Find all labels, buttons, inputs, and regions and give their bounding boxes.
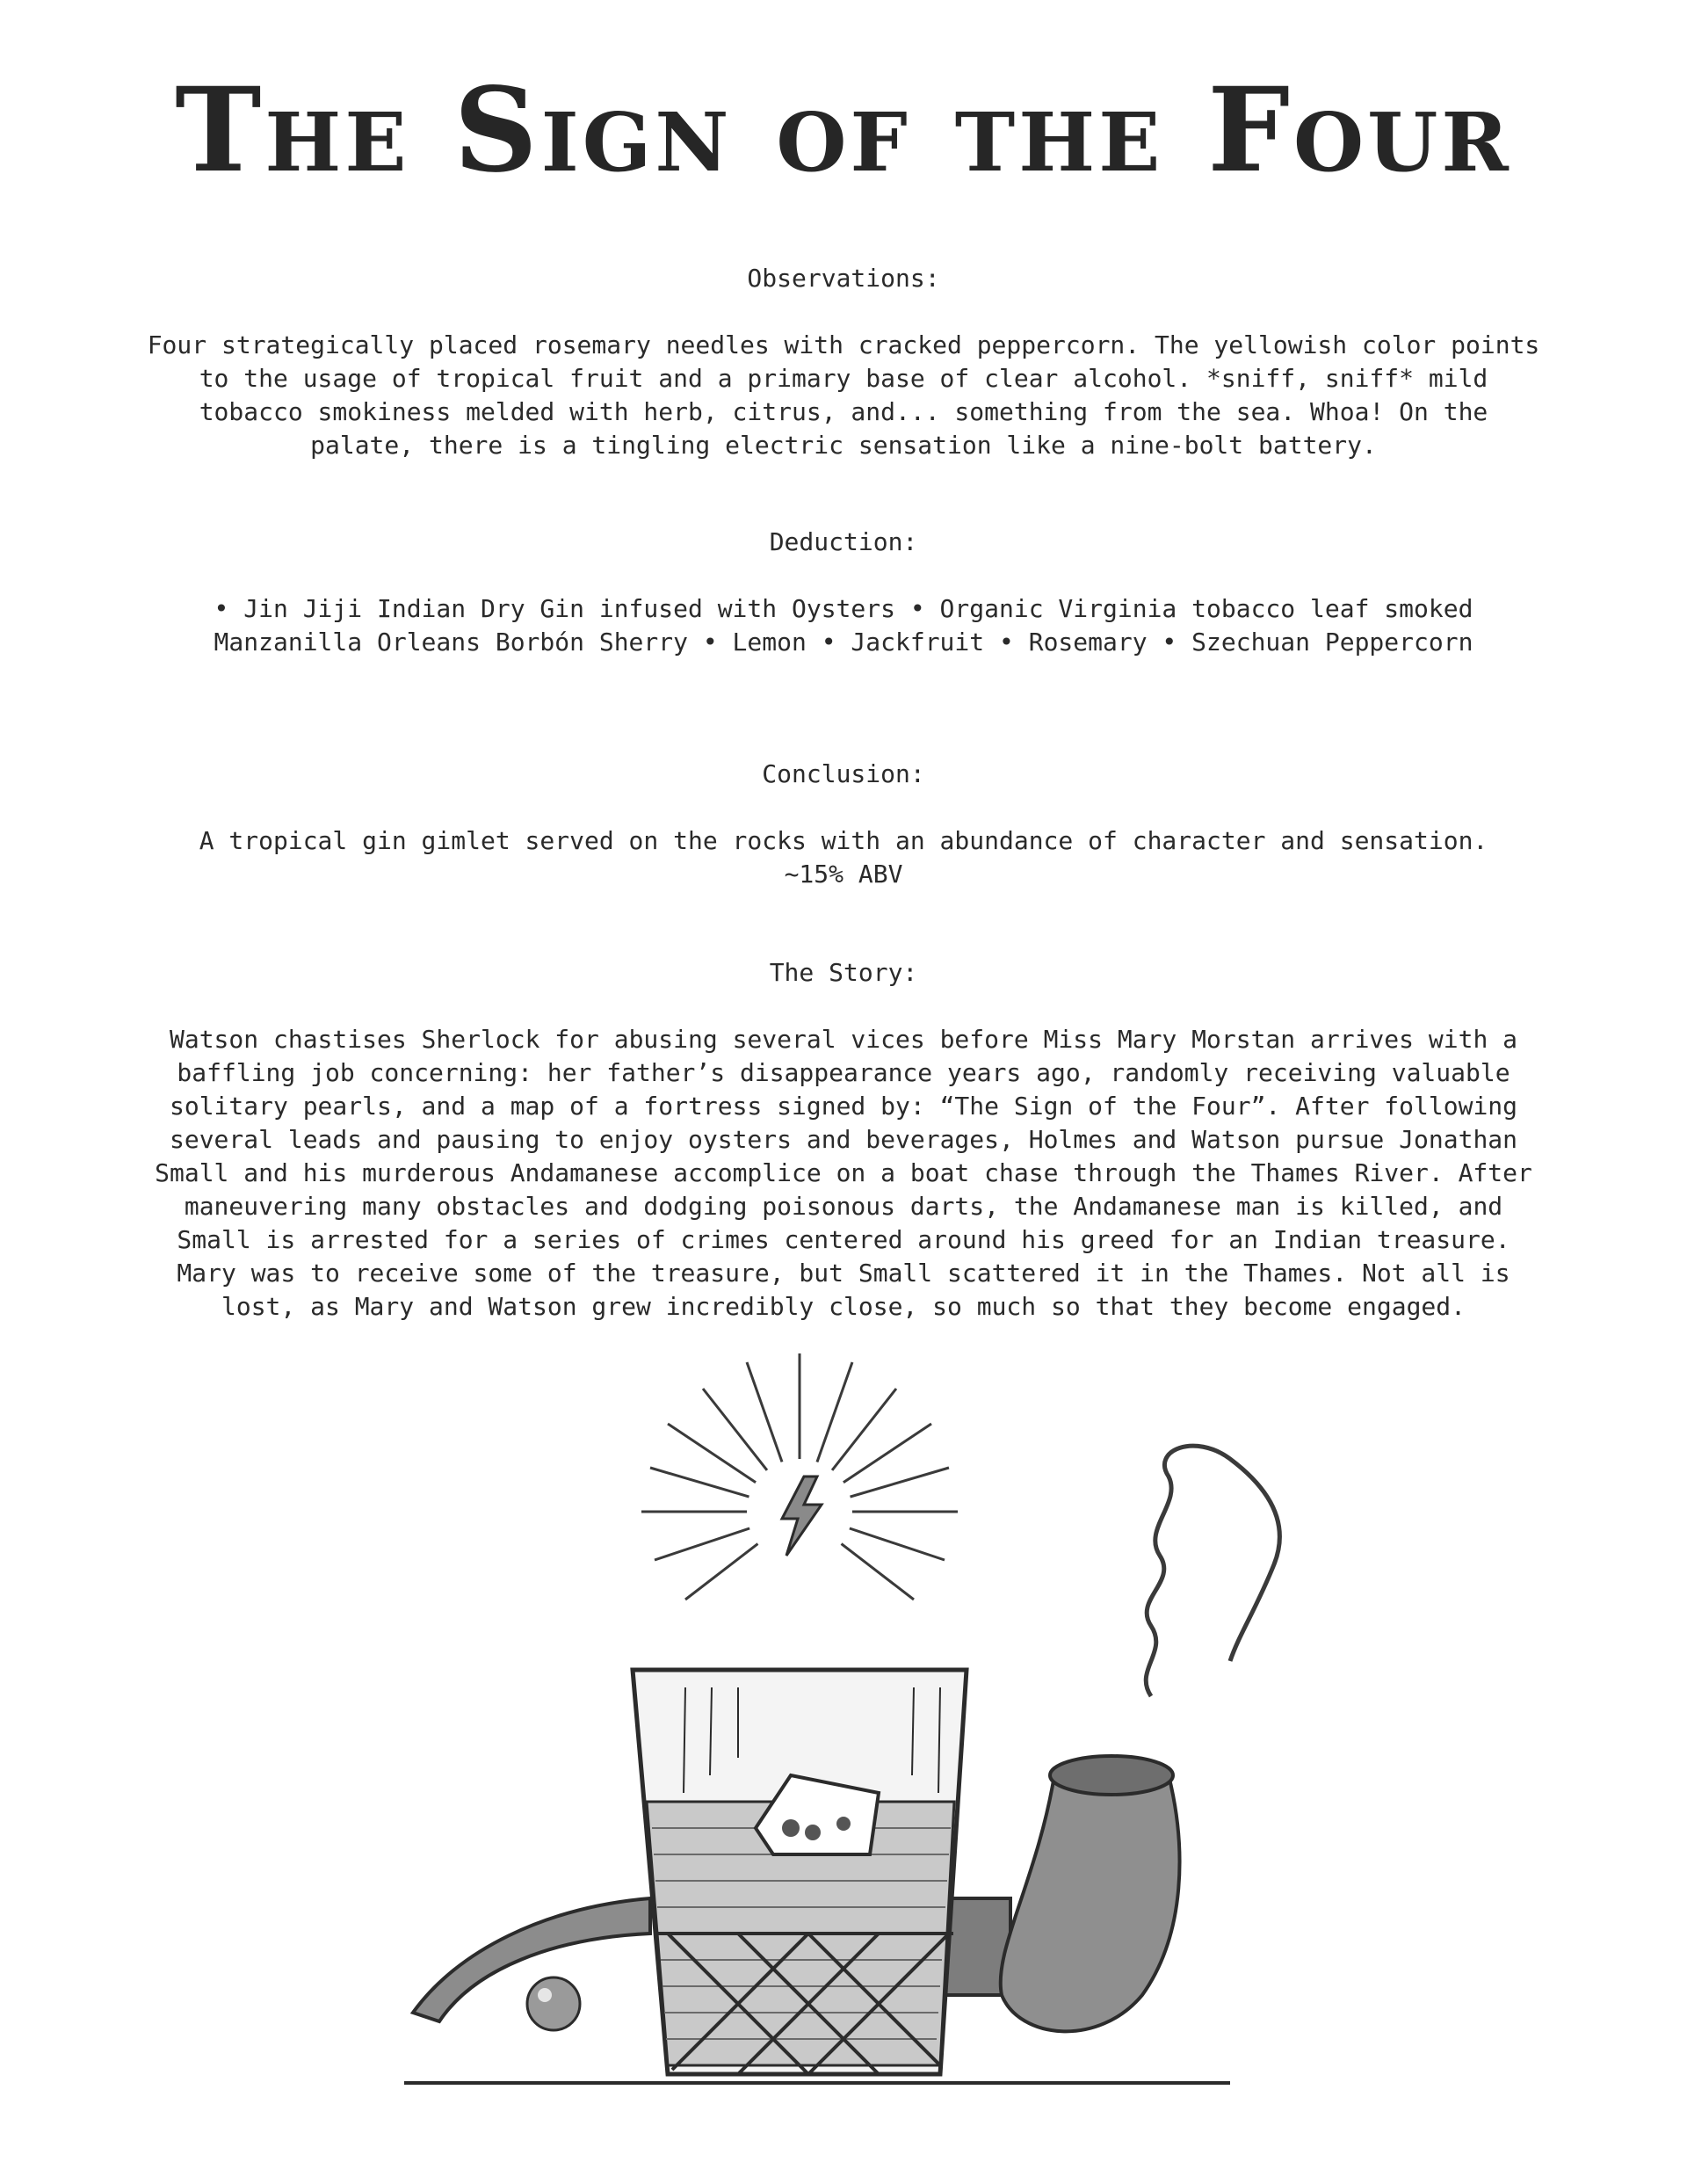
pipe-bowl-icon [1001, 1775, 1180, 2031]
deduction-section [0, 526, 1687, 659]
deduction-ingredients: • Jin Jiji Indian Dry Gin infused with Oysters • Organic Virginia tobacco leaf smoked Manzanilla Orleans Borbón Sherry • Lemon • Jackfruit • Rosemary • Szechuan Peppercorn [214, 594, 1473, 657]
observations-section [0, 262, 1687, 462]
cocktail-glass-pipe-illustration [0, 1318, 1687, 2109]
pearl-icon [527, 1977, 580, 2030]
story-text: Watson chastises Sherlock for abusing several vices before Miss Mary Morstan arrives with a baffling job concerning: her father’s disappearance years ago, randomly receiving valuable solitary pearls, and a map of a fortress signed by: “The Sign of the Four”. After following several leads and pausing to enjoy oysters and beverages, Holmes and Watson pursue Jonathan Small and his murderous Andamanese accomplice on a boat chase through the Thames River. After maneuvering many obstacles and dodging poisonous darts, the Andamanese man is killed, and Small is arrested for a series of crimes centered around his greed for an Indian treasure. Mary was to receive some of the treasure, but Small scattered it in the Thames. Not all is lost, as Mary and Watson grew incredibly close, so much so that they become engaged. [155, 1025, 1532, 1321]
story-heading: The Story: [769, 958, 918, 987]
conclusion-section [0, 758, 1687, 891]
abv-value: ~15% ABV [784, 860, 903, 889]
page-title: The Sign of the Four [175, 62, 1512, 199]
conclusion-heading: Conclusion: [762, 759, 925, 788]
observations-text: Four strategically placed rosemary needles with cracked peppercorn. The yellowish color points to the usage of tropical fruit and a primary base of clear alcohol. *sniff, sniff* mild tobacco smokiness melded with herb, citrus, and... something from the sea. Whoa! On the palate, there is a tingling electric sensation like a nine-bolt battery. [147, 330, 1540, 460]
conclusion-text: A tropical gin gimlet served on the rocks with an abundance of character and sensation. [199, 826, 1488, 855]
observations-heading: Observations: [747, 264, 940, 293]
story-section [0, 956, 1687, 1324]
deduction-heading: Deduction: [769, 527, 918, 556]
smoke-icon [1146, 1446, 1279, 1696]
